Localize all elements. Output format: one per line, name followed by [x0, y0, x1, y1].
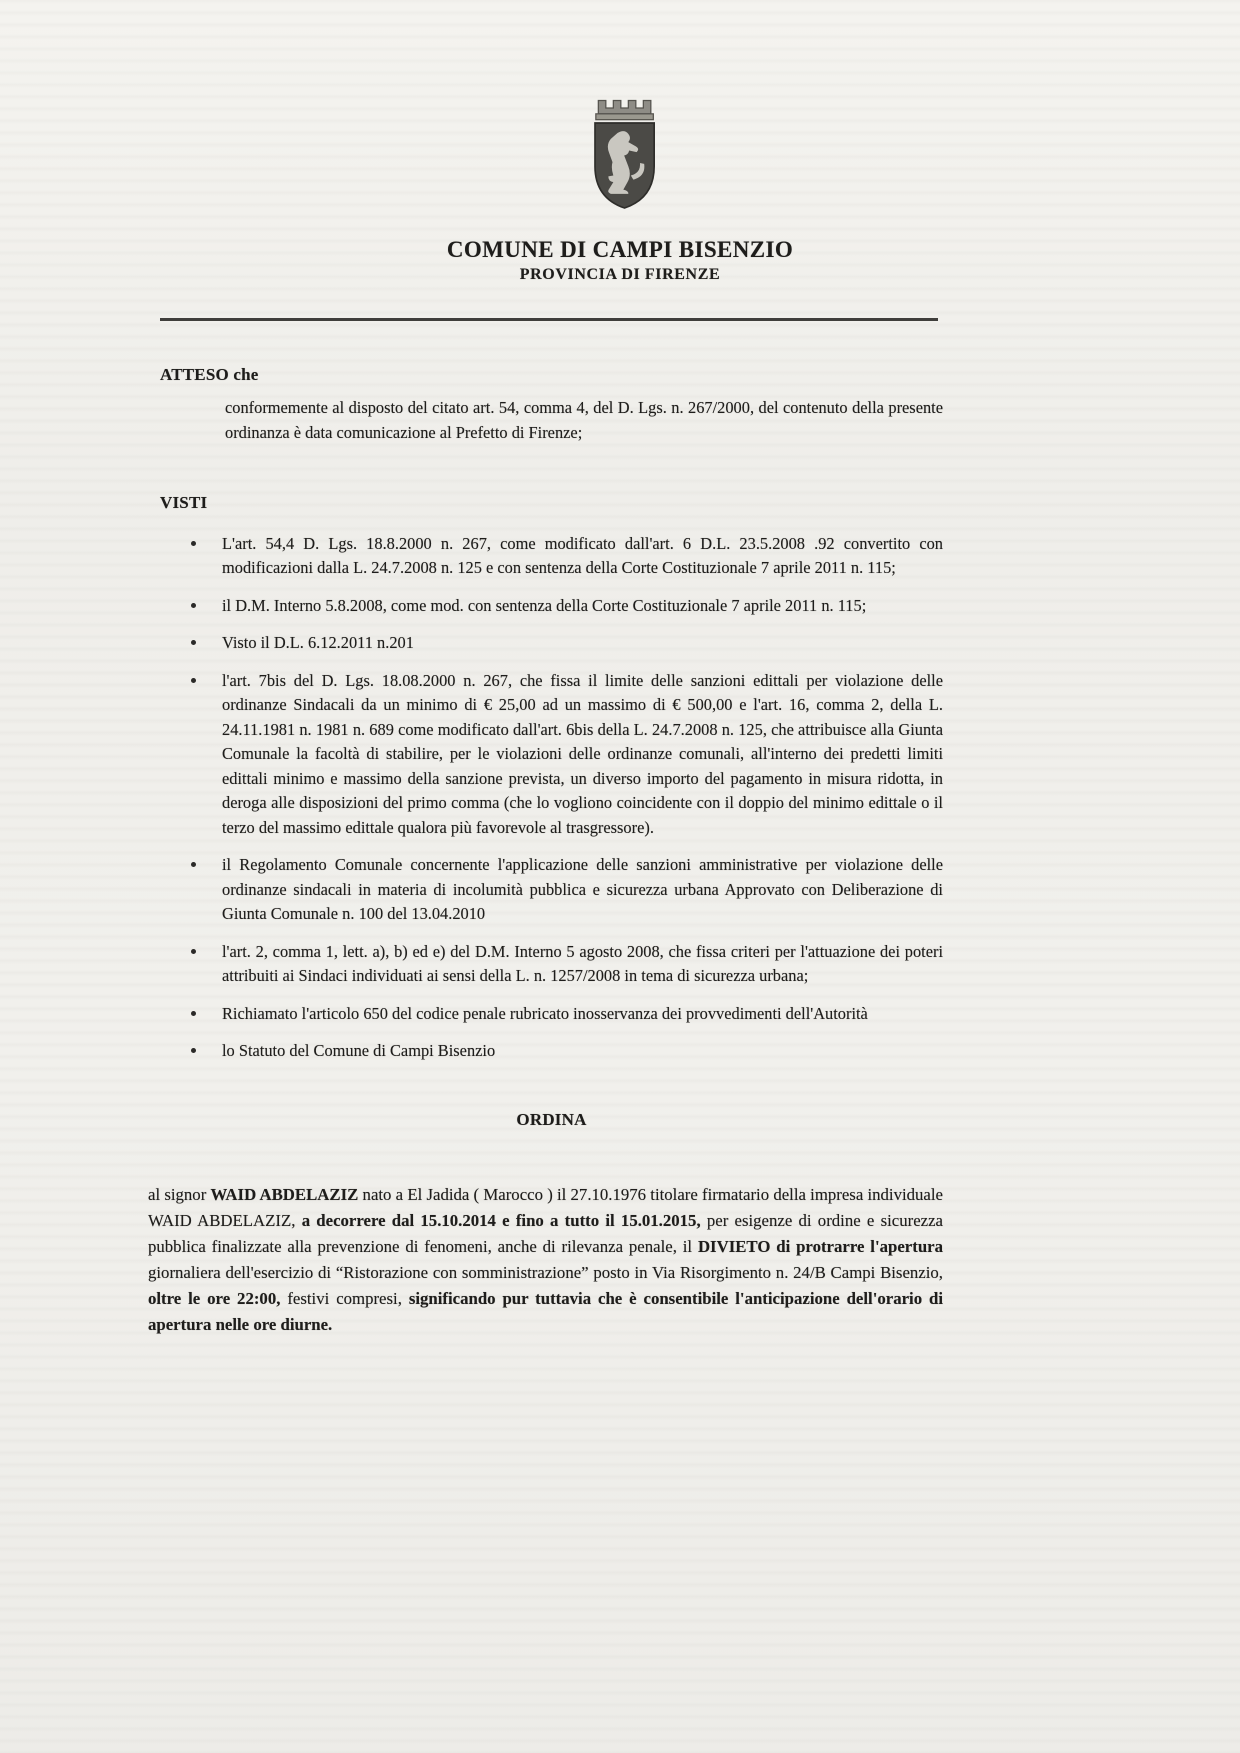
text-segment-bold: significando pur tuttavia che è consentibile l'anticipazione dell'orario di apertura nelle ore diurne. [148, 1289, 943, 1334]
list-item [160, 1039, 943, 1064]
visti-heading: VISTI [160, 493, 208, 512]
text-segment: nato a El Jadida ( Marocco ) il 27.10.1976 titolare firmatario della impresa individuale WAID ABDELAZIZ, [148, 1185, 943, 1230]
coat-of-arms [570, 88, 670, 228]
text-segment-bold: WAID ABDELAZIZ [210, 1185, 359, 1204]
ordina-paragraph [148, 1182, 943, 1338]
atteso-paragraph: conformemente al disposto del citato art. 54, comma 4, del D. Lgs. n. 267/2000, del contenuto della presente ordinanza è data comunicazione al Prefetto di Firenze; [225, 398, 943, 442]
text-segment-bold: oltre le ore 22:00, [148, 1289, 281, 1308]
text-segment: giornaliera dell'esercizio di “Ristorazione con somministrazione” posto in Via Risorgimento n. 24/B Campi Bisenzio, [148, 1263, 943, 1282]
mural-crown-icon [596, 101, 654, 120]
list-item [160, 631, 943, 656]
list-item [160, 532, 943, 581]
text-segment-bold: DIVIETO di protrarre l'apertura [697, 1237, 943, 1256]
atteso-heading: ATTESO che [160, 364, 259, 384]
list-item [160, 594, 943, 619]
bullet-icon [191, 678, 196, 683]
ordina-heading: ORDINA [516, 1109, 587, 1129]
list-item [160, 853, 943, 927]
list-item-text: Visto il D.L. 6.12.2011 n.201 [222, 633, 414, 652]
bullet-icon [191, 862, 196, 867]
document-body [148, 363, 943, 1339]
document-header [0, 0, 1240, 284]
bullet-icon [191, 640, 196, 645]
list-item [160, 940, 943, 989]
province-subtitle: PROVINCIA DI FIRENZE [519, 266, 721, 283]
list-item [160, 669, 943, 841]
shield-icon [595, 123, 654, 208]
bullet-icon [191, 949, 196, 954]
text-segment: al signor [148, 1185, 211, 1204]
text-segment: per esigenze di ordine e sicurezza pubblica finalizzate alla prevenzione di fenomeni, anche di rilevanza penale, il [148, 1211, 943, 1256]
list-item-text: L'art. 54,4 D. Lgs. 18.8.2000 n. 267, come modificato dall'art. 6 D.L. 23.5.2008 .92 convertito con modificazioni dalla L. 24.7.2008 n. 125 e con sentenza della Corte Costituzionale 7 aprile 2011 n. 115; [222, 533, 943, 577]
visti-list [160, 532, 943, 1064]
list-item-text: l'art. 2, comma 1, lett. a), b) ed e) del D.M. Interno 5 agosto 2008, che fissa criteri per l'attuazione dei poteri attribuiti ai Sindaci individuati ai sensi della L. n. 1257/2008 in tema di sicurezza urbana; [222, 941, 943, 985]
header-divider [160, 318, 938, 321]
bullet-icon [191, 1048, 196, 1053]
text-segment: festivi compresi, [280, 1289, 409, 1308]
list-item-text: il Regolamento Comunale concernente l'applicazione delle sanzioni amministrative per violazione delle ordinanze sindacali in materia di incolumità pubblica e sicurezza urbana Approvato con Deliberazione di Giunta Comunale n. 100 del 13.04.2010 [222, 855, 943, 923]
list-item-text: lo Statuto del Comune di Campi Bisenzio [222, 1041, 496, 1060]
list-item [160, 1002, 943, 1027]
list-item-text: il D.M. Interno 5.8.2008, come mod. con sentenza della Corte Costituzionale 7 aprile 2011 n. 115; [222, 595, 867, 615]
text-segment-bold: a decorrere dal 15.10.2014 e fino a tutto il 15.01.2015, [301, 1211, 701, 1230]
bullet-icon [191, 541, 196, 546]
bullet-icon [191, 1011, 196, 1016]
commune-title: COMUNE DI CAMPI BISENZIO [446, 237, 794, 262]
list-item-text: Richiamato l'articolo 650 del codice penale rubricato inosservanza dei provvedimenti dell'Autorità [222, 1003, 868, 1023]
bullet-icon [191, 603, 196, 608]
list-item-text: l'art. 7bis del D. Lgs. 18.08.2000 n. 267, che fissa il limite delle sanzioni edittali per violazione delle ordinanze Sindacali da un minimo di € 25,00 ad un massimo di € 500,00 e l'art. 16, comma 2, della L. 24.11.1981 n. 1981 n. 689 come modificato dall'art. 6bis della L. 24.7.2008 n. 125, che attribuisce alla Giunta Comunale la facoltà di stabilire, per le violazioni delle ordinanze comunali, all'interno dei predetti limiti edittali minimo e massimo della sanzione prevista, un diverso importo del pagamento in misura ridotta, in deroga alle disposizioni del primo comma (che lo vogliono coincidente con il doppio del minimo edittale o il terzo del massimo edittale qualora più favorevole al trasgressore). [222, 670, 943, 837]
